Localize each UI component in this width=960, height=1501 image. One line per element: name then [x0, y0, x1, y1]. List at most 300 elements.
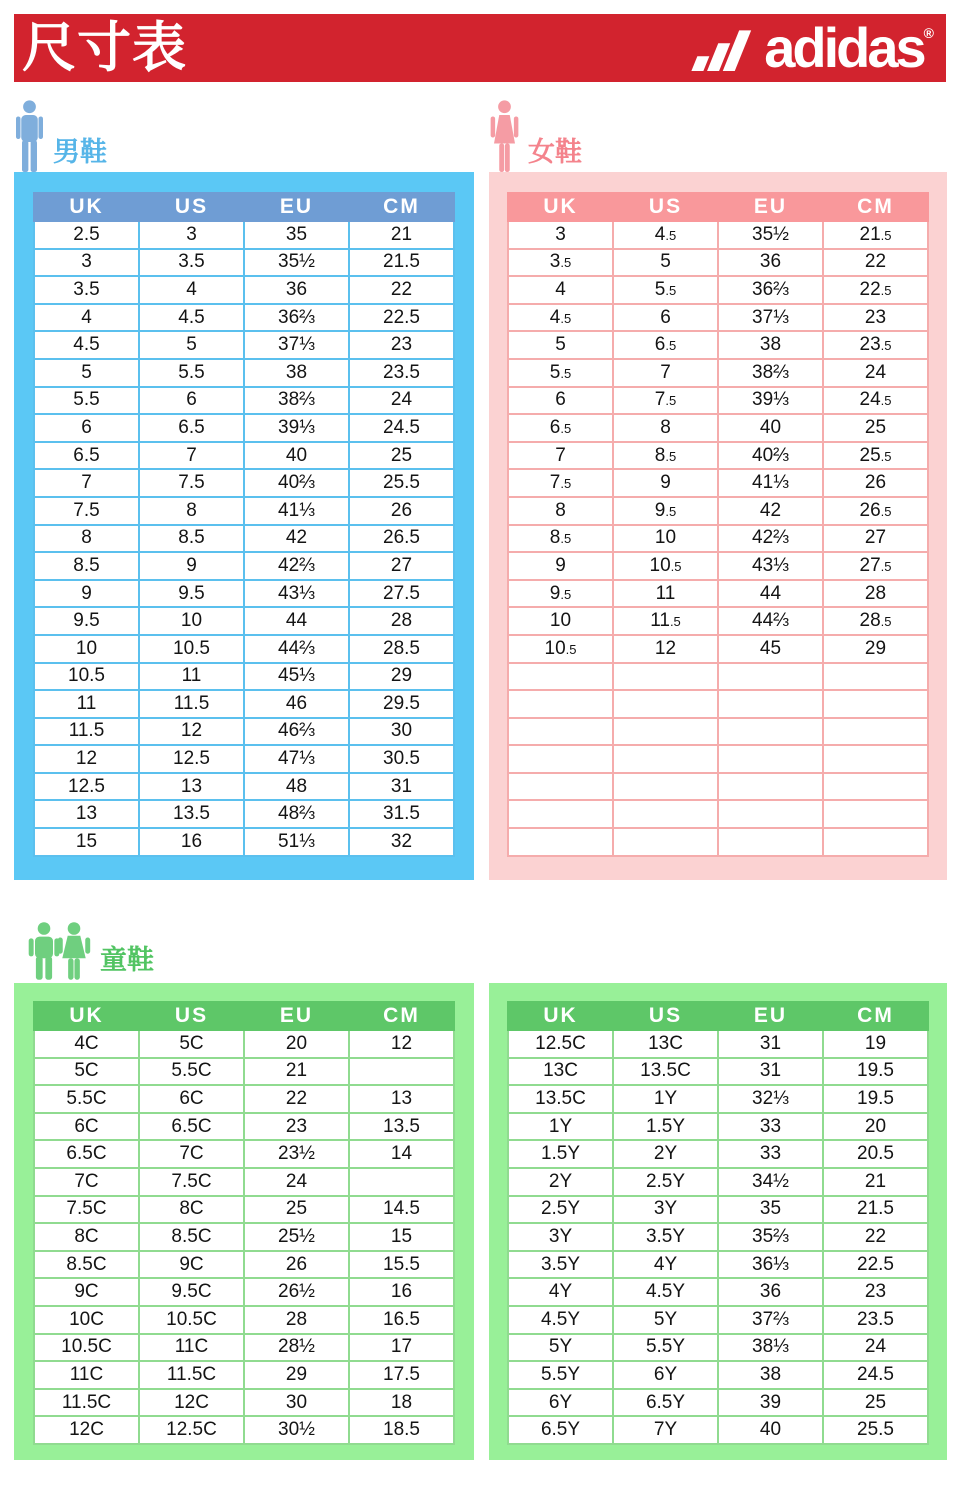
table-cell: 6 [34, 414, 139, 442]
table-cell: 42⅔ [718, 525, 823, 553]
table-row [34, 828, 454, 856]
table-cell: 46⅔ [244, 718, 349, 746]
column-header: UK [34, 193, 139, 221]
table-cell: 30½ [244, 1416, 349, 1444]
table-row [34, 773, 454, 801]
table-cell: 11.5C [34, 1389, 139, 1417]
table-row [34, 1278, 454, 1306]
table-cell: 33 [718, 1140, 823, 1168]
table-cell [718, 800, 823, 828]
table-cell: 6 [613, 304, 718, 332]
table-cell: 28.5 [349, 635, 454, 663]
table-cell: 15 [34, 828, 139, 856]
table-cell: 15.5 [349, 1251, 454, 1279]
table-cell: 5.5Y [508, 1361, 613, 1389]
table-cell: 39 [718, 1389, 823, 1417]
table-cell: 9 [139, 552, 244, 580]
table-cell: 3 [34, 249, 139, 277]
table-cell: 1.5Y [613, 1113, 718, 1141]
column-header-row [34, 1002, 454, 1030]
table-cell: 7 [508, 442, 613, 470]
table-cell: 12C [139, 1389, 244, 1417]
men-size-table-container [14, 172, 474, 880]
table-cell: 25 [823, 414, 928, 442]
table-cell: 8 [613, 414, 718, 442]
table-cell: 31.5 [349, 800, 454, 828]
table-cell: 36⅔ [718, 276, 823, 304]
table-cell: 21.5 [823, 221, 928, 249]
table-row [34, 221, 454, 249]
table-row [508, 1030, 928, 1058]
table-cell: 30.5 [349, 745, 454, 773]
table-row [34, 663, 454, 691]
table-cell: 13 [34, 800, 139, 828]
table-row [34, 1085, 454, 1113]
column-header: EU [244, 1002, 349, 1030]
table-cell: 12 [613, 635, 718, 663]
table-cell: 11C [139, 1334, 244, 1362]
table-row [508, 1113, 928, 1141]
column-header: UK [508, 193, 613, 221]
table-cell: 18 [349, 1389, 454, 1417]
table-cell: 5.5C [139, 1058, 244, 1086]
table-cell: 38 [244, 359, 349, 387]
table-cell: 1Y [508, 1113, 613, 1141]
table-cell: 44 [718, 580, 823, 608]
table-cell: 4Y [613, 1251, 718, 1279]
table-row [508, 607, 928, 635]
table-cell: 13.5C [613, 1058, 718, 1086]
kids-right-size-table [507, 1001, 929, 1445]
table-cell: 5Y [508, 1334, 613, 1362]
table-cell: 41⅓ [718, 469, 823, 497]
table-cell: 26 [244, 1251, 349, 1279]
table-row [34, 1416, 454, 1444]
table-cell: 36⅔ [244, 304, 349, 332]
table-row [508, 469, 928, 497]
table-row [508, 304, 928, 332]
table-cell [508, 718, 613, 746]
table-row [34, 690, 454, 718]
table-cell: 7 [613, 359, 718, 387]
table-cell: 8 [508, 497, 613, 525]
table-cell: 21.5 [349, 249, 454, 277]
table-cell: 27 [349, 552, 454, 580]
table-cell: 4 [508, 276, 613, 304]
table-cell: 5C [139, 1030, 244, 1058]
column-header: EU [718, 1002, 823, 1030]
table-cell [613, 745, 718, 773]
table-cell: 9 [508, 552, 613, 580]
table-cell [508, 800, 613, 828]
table-cell: 27 [823, 525, 928, 553]
table-cell: 45⅓ [244, 663, 349, 691]
header-banner [14, 14, 946, 82]
column-header: UK [34, 1002, 139, 1030]
table-row [34, 1168, 454, 1196]
table-row [508, 1334, 928, 1362]
table-cell: 31 [718, 1058, 823, 1086]
table-row [34, 525, 454, 553]
table-cell: 28½ [244, 1334, 349, 1362]
table-cell: 44⅔ [244, 635, 349, 663]
table-cell: 40 [718, 414, 823, 442]
column-header: CM [349, 1002, 454, 1030]
table-cell: 39⅓ [718, 387, 823, 415]
table-cell: 7.5 [508, 469, 613, 497]
table-row [34, 1223, 454, 1251]
table-cell: 10.5C [34, 1334, 139, 1362]
table-row [508, 1389, 928, 1417]
table-cell: 21.5 [823, 1196, 928, 1224]
table-cell: 13C [613, 1030, 718, 1058]
table-cell: 25 [349, 442, 454, 470]
table-cell: 22.5 [823, 276, 928, 304]
table-cell: 6.5 [508, 414, 613, 442]
table-row [34, 359, 454, 387]
table-row [508, 718, 928, 746]
table-cell: 11.5 [139, 690, 244, 718]
table-cell: 4.5 [613, 221, 718, 249]
table-cell: 7 [139, 442, 244, 470]
table-row [508, 1140, 928, 1168]
table-cell: 26½ [244, 1278, 349, 1306]
table-cell: 24 [823, 359, 928, 387]
table-cell: 21 [349, 221, 454, 249]
table-cell: 25½ [244, 1223, 349, 1251]
table-cell: 12 [139, 718, 244, 746]
table-cell [718, 663, 823, 691]
table-cell: 8C [139, 1196, 244, 1224]
table-cell: 7.5 [613, 387, 718, 415]
page-title: 尺寸表 [22, 18, 187, 78]
table-row [508, 1278, 928, 1306]
table-row [34, 331, 454, 359]
table-cell: 4 [139, 276, 244, 304]
table-cell: 24.5 [823, 1361, 928, 1389]
table-cell: 15 [349, 1223, 454, 1251]
table-cell: 6 [139, 387, 244, 415]
table-cell: 10 [508, 607, 613, 635]
table-cell: 23 [349, 331, 454, 359]
kids-section-label: 童鞋 [100, 945, 154, 975]
table-row [34, 1306, 454, 1334]
table-cell: 9.5C [139, 1278, 244, 1306]
table-cell [718, 828, 823, 856]
table-cell: 6.5 [34, 442, 139, 470]
table-cell: 6.5Y [508, 1416, 613, 1444]
table-cell: 14.5 [349, 1196, 454, 1224]
table-cell: 38⅔ [244, 387, 349, 415]
table-cell: 41⅓ [244, 497, 349, 525]
table-cell: 29.5 [349, 690, 454, 718]
table-cell [349, 1168, 454, 1196]
men-section-label: 男鞋 [53, 137, 107, 167]
kids-left-size-table [33, 1001, 455, 1445]
table-cell: 8.5C [34, 1251, 139, 1279]
table-cell: 7.5 [139, 469, 244, 497]
table-cell: 11.5 [34, 718, 139, 746]
kids-section-head [26, 922, 154, 980]
adidas-logo [682, 16, 934, 80]
table-cell: 4C [34, 1030, 139, 1058]
table-cell: 12.5 [34, 773, 139, 801]
table-cell: 3.5Y [613, 1223, 718, 1251]
table-cell: 23 [823, 304, 928, 332]
table-row [508, 635, 928, 663]
table-cell: 12 [349, 1030, 454, 1058]
women-section-head [489, 100, 582, 172]
table-cell [613, 800, 718, 828]
table-cell: 34½ [718, 1168, 823, 1196]
column-header-row [508, 1002, 928, 1030]
table-cell: 22 [823, 249, 928, 277]
table-cell: 6.5 [613, 331, 718, 359]
table-cell: 22.5 [349, 304, 454, 332]
table-cell: 26.5 [823, 497, 928, 525]
women-size-table-container [489, 172, 947, 880]
table-cell: 48⅔ [244, 800, 349, 828]
table-row [34, 1140, 454, 1168]
table-row [34, 414, 454, 442]
table-cell: 6 [508, 387, 613, 415]
table-cell: 6C [34, 1113, 139, 1141]
table-cell: 47⅓ [244, 745, 349, 773]
table-cell: 26 [823, 469, 928, 497]
table-cell: 28 [823, 580, 928, 608]
table-cell: 20 [823, 1113, 928, 1141]
table-cell: 40 [244, 442, 349, 470]
table-cell: 26 [349, 497, 454, 525]
table-cell: 43⅓ [244, 580, 349, 608]
table-row [508, 1251, 928, 1279]
table-row [34, 1030, 454, 1058]
table-cell: 23½ [244, 1140, 349, 1168]
table-cell [508, 663, 613, 691]
table-cell: 19 [823, 1030, 928, 1058]
table-cell: 37⅓ [718, 304, 823, 332]
table-cell: 35 [718, 1196, 823, 1224]
table-cell: 36 [244, 276, 349, 304]
table-cell: 4.5Y [613, 1278, 718, 1306]
table-row [34, 580, 454, 608]
table-row [508, 800, 928, 828]
table-cell: 24 [244, 1168, 349, 1196]
table-cell: 36⅓ [718, 1251, 823, 1279]
table-cell: 25.5 [349, 469, 454, 497]
table-cell: 9 [613, 469, 718, 497]
table-cell [823, 773, 928, 801]
table-cell: 37⅓ [244, 331, 349, 359]
table-cell: 2.5 [34, 221, 139, 249]
table-cell: 12C [34, 1416, 139, 1444]
table-row [508, 1058, 928, 1086]
table-cell [613, 690, 718, 718]
table-cell: 28 [349, 607, 454, 635]
table-row [34, 276, 454, 304]
table-cell: 10.5 [139, 635, 244, 663]
table-cell: 2Y [508, 1168, 613, 1196]
table-row [508, 276, 928, 304]
table-cell: 26.5 [349, 525, 454, 553]
table-cell: 7.5C [139, 1168, 244, 1196]
table-cell: 6.5C [139, 1113, 244, 1141]
table-row [34, 1334, 454, 1362]
table-cell: 11 [34, 690, 139, 718]
table-row [508, 221, 928, 249]
table-cell: 13.5C [508, 1085, 613, 1113]
men-section-head [14, 100, 107, 172]
table-cell: 6C [139, 1085, 244, 1113]
table-cell: 35½ [718, 221, 823, 249]
table-cell: 3.5 [34, 276, 139, 304]
woman-icon [489, 100, 520, 172]
table-cell: 21 [244, 1058, 349, 1086]
column-header: CM [349, 193, 454, 221]
column-header-row [508, 193, 928, 221]
table-cell: 5.5Y [613, 1334, 718, 1362]
table-row [34, 635, 454, 663]
table-cell [613, 663, 718, 691]
table-cell: 46 [244, 690, 349, 718]
table-cell: 16.5 [349, 1306, 454, 1334]
table-cell: 13.5 [139, 800, 244, 828]
table-cell: 22 [349, 276, 454, 304]
table-cell: 9C [34, 1278, 139, 1306]
table-cell: 38 [718, 1361, 823, 1389]
table-cell: 17.5 [349, 1361, 454, 1389]
table-cell: 23 [244, 1113, 349, 1141]
table-cell: 33 [718, 1113, 823, 1141]
table-cell: 45 [718, 635, 823, 663]
table-cell: 27.5 [349, 580, 454, 608]
table-cell: 12.5C [139, 1416, 244, 1444]
table-cell: 7C [34, 1168, 139, 1196]
table-cell: 8C [34, 1223, 139, 1251]
table-cell: 48 [244, 773, 349, 801]
table-cell: 42 [718, 497, 823, 525]
table-cell: 13 [349, 1085, 454, 1113]
table-cell: 36 [718, 249, 823, 277]
table-cell: 39⅓ [244, 414, 349, 442]
table-row [34, 1251, 454, 1279]
table-cell: 5.5 [613, 276, 718, 304]
table-cell [823, 828, 928, 856]
table-cell: 3 [508, 221, 613, 249]
column-header-row [34, 193, 454, 221]
women-size-table [507, 192, 929, 857]
table-row [34, 497, 454, 525]
table-row [508, 745, 928, 773]
girl-icon [56, 922, 92, 980]
table-row [508, 580, 928, 608]
table-cell: 1.5Y [508, 1140, 613, 1168]
women-section-label: 女鞋 [528, 137, 582, 167]
table-cell: 7.5C [34, 1196, 139, 1224]
column-header: CM [823, 1002, 928, 1030]
table-cell: 1Y [613, 1085, 718, 1113]
table-cell [349, 1058, 454, 1086]
column-header: CM [823, 193, 928, 221]
table-cell: 7 [34, 469, 139, 497]
table-cell: 23.5 [823, 1306, 928, 1334]
table-cell [823, 800, 928, 828]
kids-left-size-table-container [14, 983, 474, 1460]
table-row [508, 359, 928, 387]
table-cell: 10C [34, 1306, 139, 1334]
table-cell: 3.5 [139, 249, 244, 277]
table-cell: 12.5C [508, 1030, 613, 1058]
table-cell: 22.5 [823, 1251, 928, 1279]
table-cell: 5 [508, 331, 613, 359]
table-row [508, 1223, 928, 1251]
table-cell: 25 [244, 1196, 349, 1224]
table-cell: 10.5 [613, 552, 718, 580]
table-row [34, 718, 454, 746]
kids-right-size-table-container [489, 983, 947, 1460]
man-icon [14, 100, 45, 172]
table-cell: 2.5Y [508, 1196, 613, 1224]
column-header: US [139, 193, 244, 221]
table-cell: 21 [823, 1168, 928, 1196]
table-cell [508, 745, 613, 773]
table-cell: 35 [244, 221, 349, 249]
table-row [508, 414, 928, 442]
table-row [34, 1113, 454, 1141]
column-header: US [613, 1002, 718, 1030]
table-cell: 44⅔ [718, 607, 823, 635]
table-cell: 3 [139, 221, 244, 249]
table-cell: 51⅓ [244, 828, 349, 856]
table-row [508, 331, 928, 359]
table-cell: 25.5 [823, 442, 928, 470]
table-cell: 42⅔ [244, 552, 349, 580]
table-cell: 5 [139, 331, 244, 359]
table-cell: 10.5C [139, 1306, 244, 1334]
table-cell: 8.5 [613, 442, 718, 470]
table-row [508, 387, 928, 415]
table-cell: 40⅔ [718, 442, 823, 470]
table-cell [823, 718, 928, 746]
table-cell: 4.5Y [508, 1306, 613, 1334]
table-cell [718, 690, 823, 718]
men-size-table [33, 192, 455, 857]
table-row [508, 1168, 928, 1196]
table-cell: 30 [244, 1389, 349, 1417]
table-cell: 2Y [613, 1140, 718, 1168]
table-cell: 10 [139, 607, 244, 635]
table-cell: 9.5 [139, 580, 244, 608]
table-cell: 6.5C [34, 1140, 139, 1168]
table-row [34, 249, 454, 277]
table-row [34, 745, 454, 773]
table-cell [508, 828, 613, 856]
table-row [508, 1416, 928, 1444]
table-cell: 11C [34, 1361, 139, 1389]
table-cell: 40 [718, 1416, 823, 1444]
table-cell: 8.5C [139, 1223, 244, 1251]
table-row [34, 469, 454, 497]
table-cell: 9C [139, 1251, 244, 1279]
table-cell: 4.5 [34, 331, 139, 359]
table-cell: 6.5Y [613, 1389, 718, 1417]
table-cell: 4Y [508, 1278, 613, 1306]
table-cell: 6Y [613, 1361, 718, 1389]
table-cell [508, 690, 613, 718]
table-cell: 31 [718, 1030, 823, 1058]
table-cell: 5.5C [34, 1085, 139, 1113]
table-cell: 4.5 [508, 304, 613, 332]
